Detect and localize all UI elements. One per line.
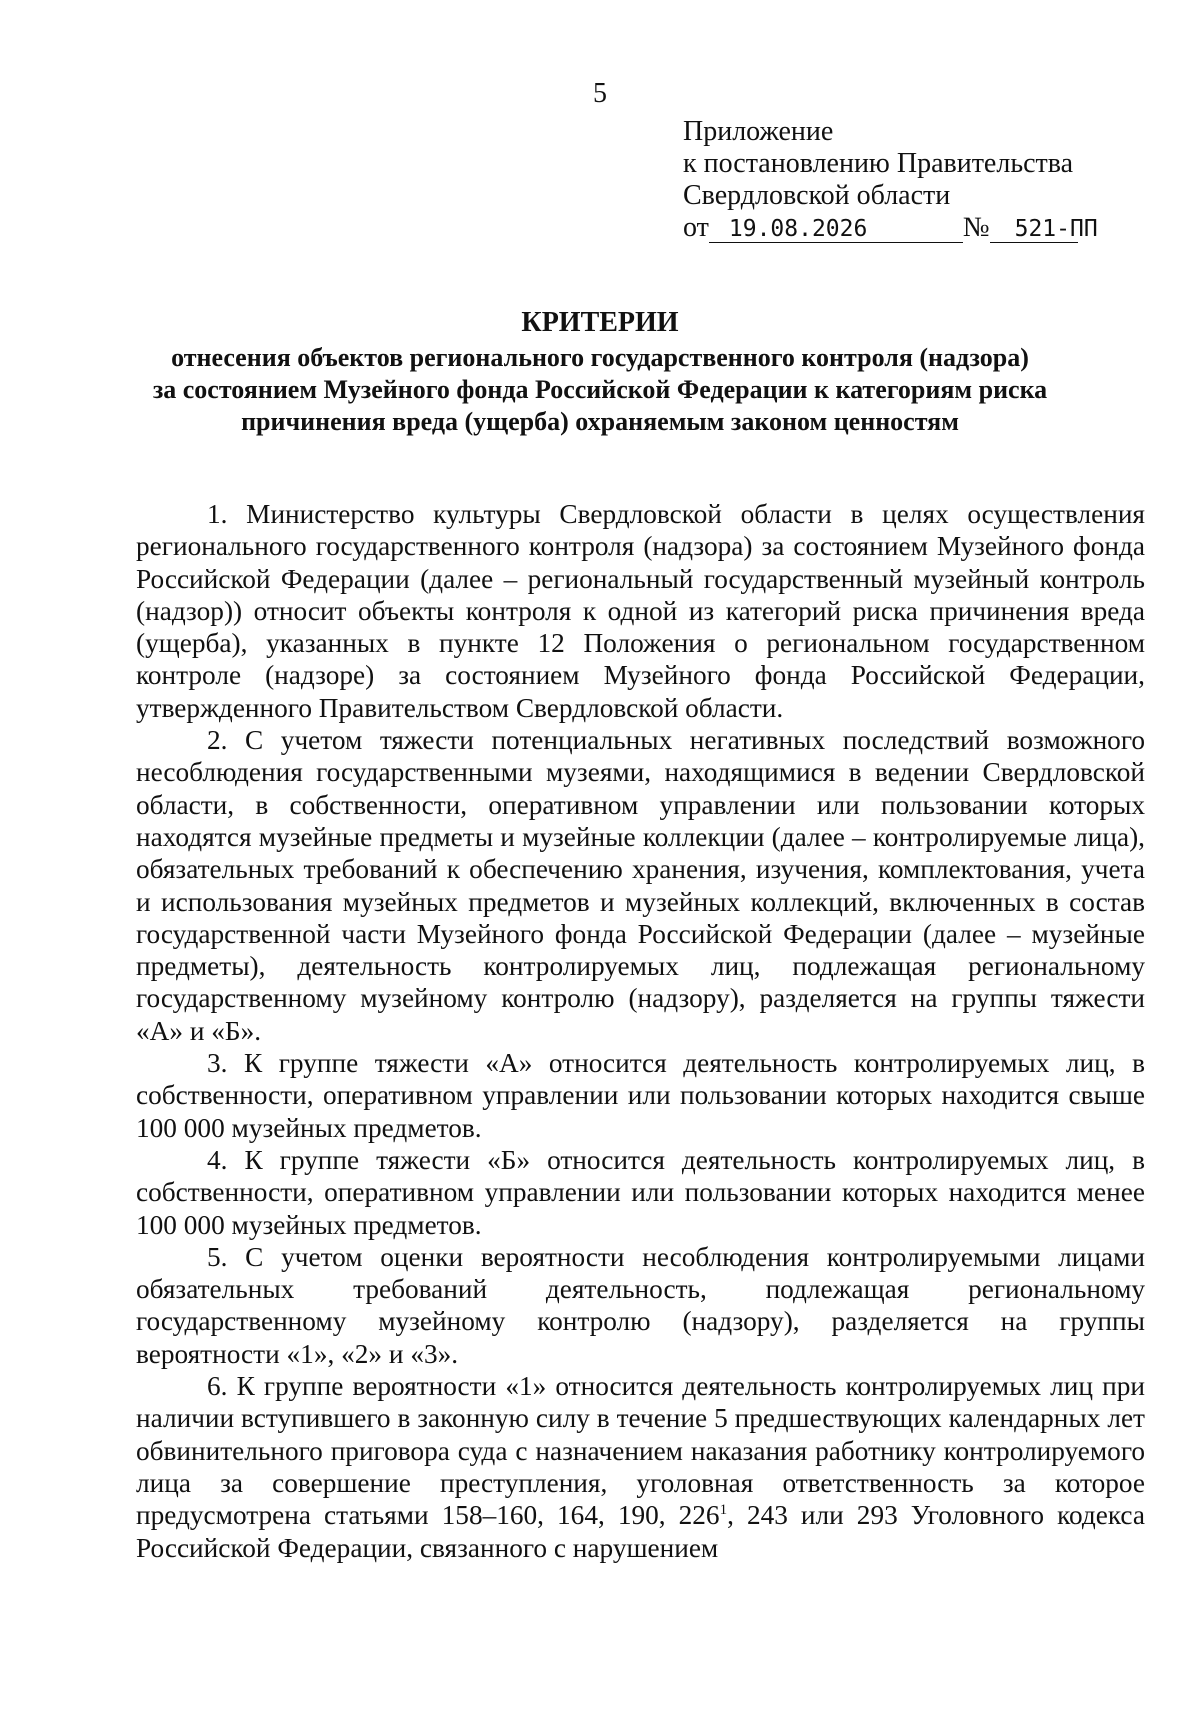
date-field [709, 215, 963, 243]
title-block [0, 305, 1200, 438]
paragraph-1: 1. Министерство культуры Свердловской области в целях осуществления регионального государственного контроля (надзора) за состоянием Музейного фонда Российской Федерации (далее – региональный государственный музейный контроль (надзор)) относит объекты контроля к одной из категорий риска причинения вреда (ущерба), указанных в пункте 12 Положения о региональном государственном контроле (надзоре) за состоянием Музейного фонда Российской Федерации, утвержденного Правительством Свердловской области. [136, 499, 1145, 723]
paragraph-6-text-end: , 243 или 293 Уголовного кодекса Российской Федерации, связанного с нарушением [136, 1500, 1145, 1563]
article-superscript: 1 [719, 1502, 728, 1519]
number-label: № [962, 212, 990, 243]
appendix-block [683, 116, 1098, 244]
decree-date: 19.08.2026 [728, 216, 868, 242]
appendix-date-line [683, 212, 1098, 244]
number-field [990, 215, 1098, 243]
document-title: КРИТЕРИИ [521, 307, 679, 338]
decree-number: 521-ПП [1014, 216, 1098, 242]
paragraph-2: 2. С учетом тяжести потенциальных негативных последствий возможного несоблюдения государственными музеями, находящимися в ведении Свердловской области, в собственности, оперативном управлении или пользовании которых находятся музейные предметы и музейные коллекции (далее – контролируемые лица), обязательных требований к обеспечению хранения, изучения, комплектования, учета и использования музейных предметов и музейных коллекций, включенных в состав государственной части Музейного фонда Российской Федерации (далее – музейные предметы), деятельность контролируемых лиц, подлежащая региональному государственному музейному контролю (надзору), разделяется на группы тяжести «А» и «Б». [136, 725, 1145, 1046]
paragraph-3: 3. К группе тяжести «А» относится деятельность контролируемых лиц, в собственности, оперативном управлении или пользовании которых находится свыше 100 000 музейных предметов. [136, 1048, 1145, 1143]
appendix-line-2: к постановлению Правительства [683, 148, 1074, 179]
page-number: 5 [593, 78, 607, 109]
paragraph-5: 5. С учетом оценки вероятности несоблюдения контролируемыми лицами обязательных требований деятельность, подлежащая региональному государственному музейному контролю (надзору), разделяется на группы вероятности «1», «2» и «3». [136, 1241, 1145, 1369]
body-text [136, 498, 1145, 1564]
subtitle-line-3: причинения вреда (ущерба) охраняемым законом ценностям [241, 407, 959, 436]
paragraph-4: 4. К группе тяжести «Б» относится деятельность контролируемых лиц, в собственности, оперативном управлении или пользовании которых находится менее 100 000 музейных предметов. [136, 1144, 1145, 1240]
paragraph-6 [136, 1370, 1145, 1564]
subtitle-line-2: за состоянием Музейного фонда Российской Федерации к категориям риска [152, 375, 1048, 404]
appendix-line-3: Свердловской области [683, 180, 951, 211]
from-label: от [683, 212, 709, 243]
subtitle-line-1: отнесения объектов регионального государственного контроля (надзора) [171, 343, 1029, 372]
paragraph-6-text: 6. К группе вероятности «1» относится деятельность контролируемых лиц при наличии вступившего в законную силу в течение 5 предшествующих календарных лет обвинительного приговора суда с назначением наказания работнику контролируемого лица за совершение преступления, уголовная ответственность за которое предусмотрена статьями 158–160, 164, 190, 226 [136, 1371, 1145, 1531]
appendix-line-1: Приложение [683, 116, 834, 147]
